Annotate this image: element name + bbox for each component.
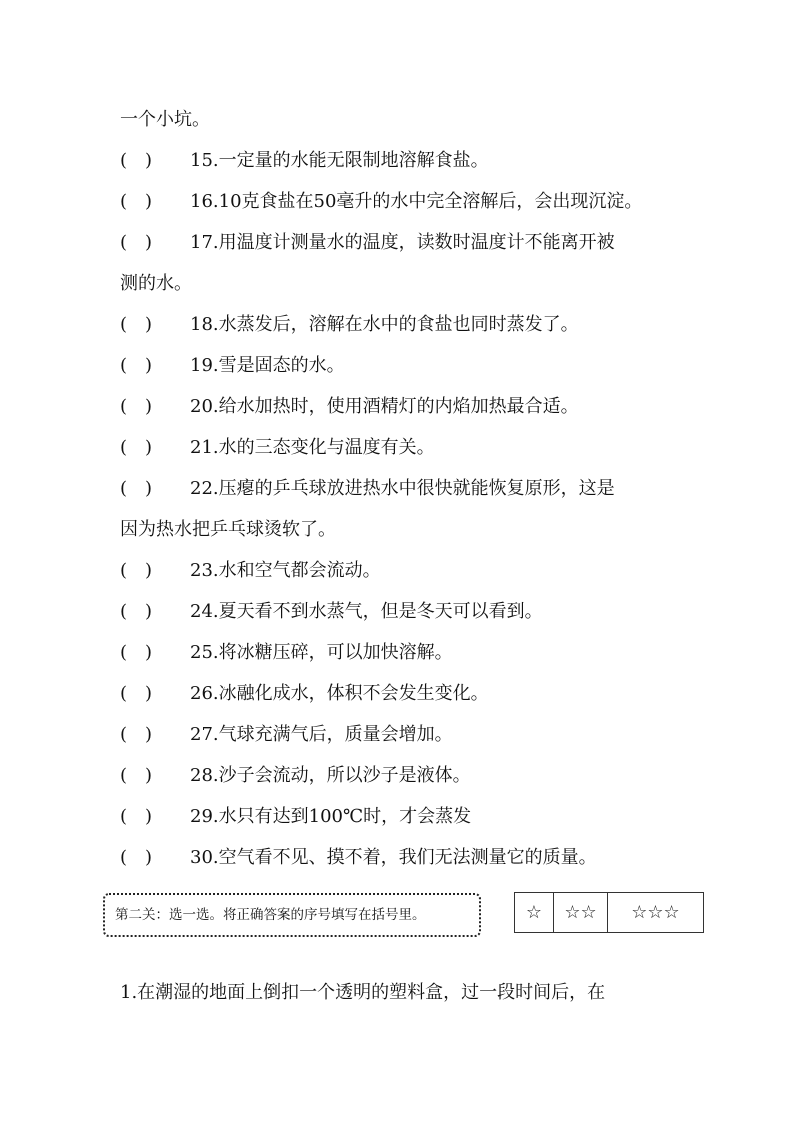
- section-title: 第二关：选一选。将正确答案的序号填写在括号里。: [115, 907, 426, 923]
- question-text: 24.夏天看不到水蒸气，但是冬天可以看到。: [190, 601, 543, 622]
- question-1: [120, 982, 690, 1004]
- question-text: 21.水的三态变化与温度有关。: [190, 437, 435, 458]
- answer-paren[interactable]: ( ): [120, 847, 153, 868]
- line-continuation: [120, 519, 690, 541]
- question-text: 30.空气看不见、摸不着，我们无法测量它的质量。: [190, 847, 597, 868]
- answer-paren[interactable]: ( ): [120, 765, 153, 786]
- question-text: 29.水只有达到100℃时，才会蒸发: [190, 806, 472, 827]
- question-15: [120, 150, 690, 172]
- section-heading-box: [103, 893, 481, 937]
- question-24: [120, 601, 690, 623]
- question-text: 因为热水把乒乓球烫软了。: [120, 519, 336, 540]
- answer-paren[interactable]: ( ): [120, 601, 153, 622]
- star-icon: ☆☆: [564, 902, 597, 923]
- question-text: 22.压瘪的乒乓球放进热水中很快就能恢复原形，这是: [190, 478, 615, 499]
- answer-paren[interactable]: ( ): [120, 314, 153, 335]
- question-19: [120, 355, 690, 377]
- question-16: [120, 191, 690, 213]
- answer-paren[interactable]: ( ): [120, 806, 153, 827]
- answer-paren[interactable]: ( ): [120, 150, 153, 171]
- star-icon: ☆☆☆: [631, 902, 680, 923]
- question-text: 17.用温度计测量水的温度，读数时温度计不能离开被: [190, 232, 615, 253]
- star-rating-1-cell[interactable]: [515, 893, 554, 932]
- answer-paren[interactable]: ( ): [120, 642, 153, 663]
- star-rating-2-cell[interactable]: [554, 893, 608, 932]
- answer-paren[interactable]: ( ): [120, 191, 153, 212]
- question-18: [120, 314, 690, 336]
- answer-paren[interactable]: ( ): [120, 478, 153, 499]
- question-25: [120, 642, 690, 664]
- star-rating: [514, 892, 704, 933]
- question-text: 测的水。: [120, 273, 192, 294]
- question-text: 15.一定量的水能无限制地溶解食盐。: [190, 150, 489, 171]
- question-22: [120, 478, 690, 500]
- answer-paren[interactable]: ( ): [120, 724, 153, 745]
- question-30: [120, 847, 690, 869]
- line-text: 一个小坑。: [120, 109, 210, 130]
- question-text: 23.水和空气都会流动。: [190, 560, 381, 581]
- question-23: [120, 560, 690, 582]
- question-28: [120, 765, 690, 787]
- question-text: 26.冰融化成水，体积不会发生变化。: [190, 683, 489, 704]
- star-rating-3-cell[interactable]: [608, 893, 703, 932]
- star-icon: ☆: [525, 902, 543, 923]
- question-27: [120, 724, 690, 746]
- answer-paren[interactable]: ( ): [120, 560, 153, 581]
- question-21: [120, 437, 690, 459]
- question-text: 20.给水加热时，使用酒精灯的内焰加热最合适。: [190, 396, 579, 417]
- answer-paren[interactable]: ( ): [120, 396, 153, 417]
- answer-paren[interactable]: ( ): [120, 437, 153, 458]
- question-text: 1.在潮湿的地面上倒扣一个透明的塑料盒，过一段时间后，在: [120, 982, 606, 1003]
- question-text: 16.10克食盐在50毫升的水中完全溶解后，会出现沉淀。: [190, 191, 643, 212]
- question-17: [120, 232, 690, 254]
- question-text: 28.沙子会流动，所以沙子是液体。: [190, 765, 471, 786]
- question-text: 19.雪是固态的水。: [190, 355, 345, 376]
- question-29: [120, 806, 690, 828]
- answer-paren[interactable]: ( ): [120, 355, 153, 376]
- question-text: 18.水蒸发后，溶解在水中的食盐也同时蒸发了。: [190, 314, 579, 335]
- question-text: 25.将冰糖压碎，可以加快溶解。: [190, 642, 453, 663]
- question-20: [120, 396, 690, 418]
- answer-paren[interactable]: ( ): [120, 683, 153, 704]
- question-26: [120, 683, 690, 705]
- line-continuation: [120, 273, 690, 295]
- question-text: 27.气球充满气后，质量会增加。: [190, 724, 453, 745]
- answer-paren[interactable]: ( ): [120, 232, 153, 253]
- line-0: [120, 109, 690, 131]
